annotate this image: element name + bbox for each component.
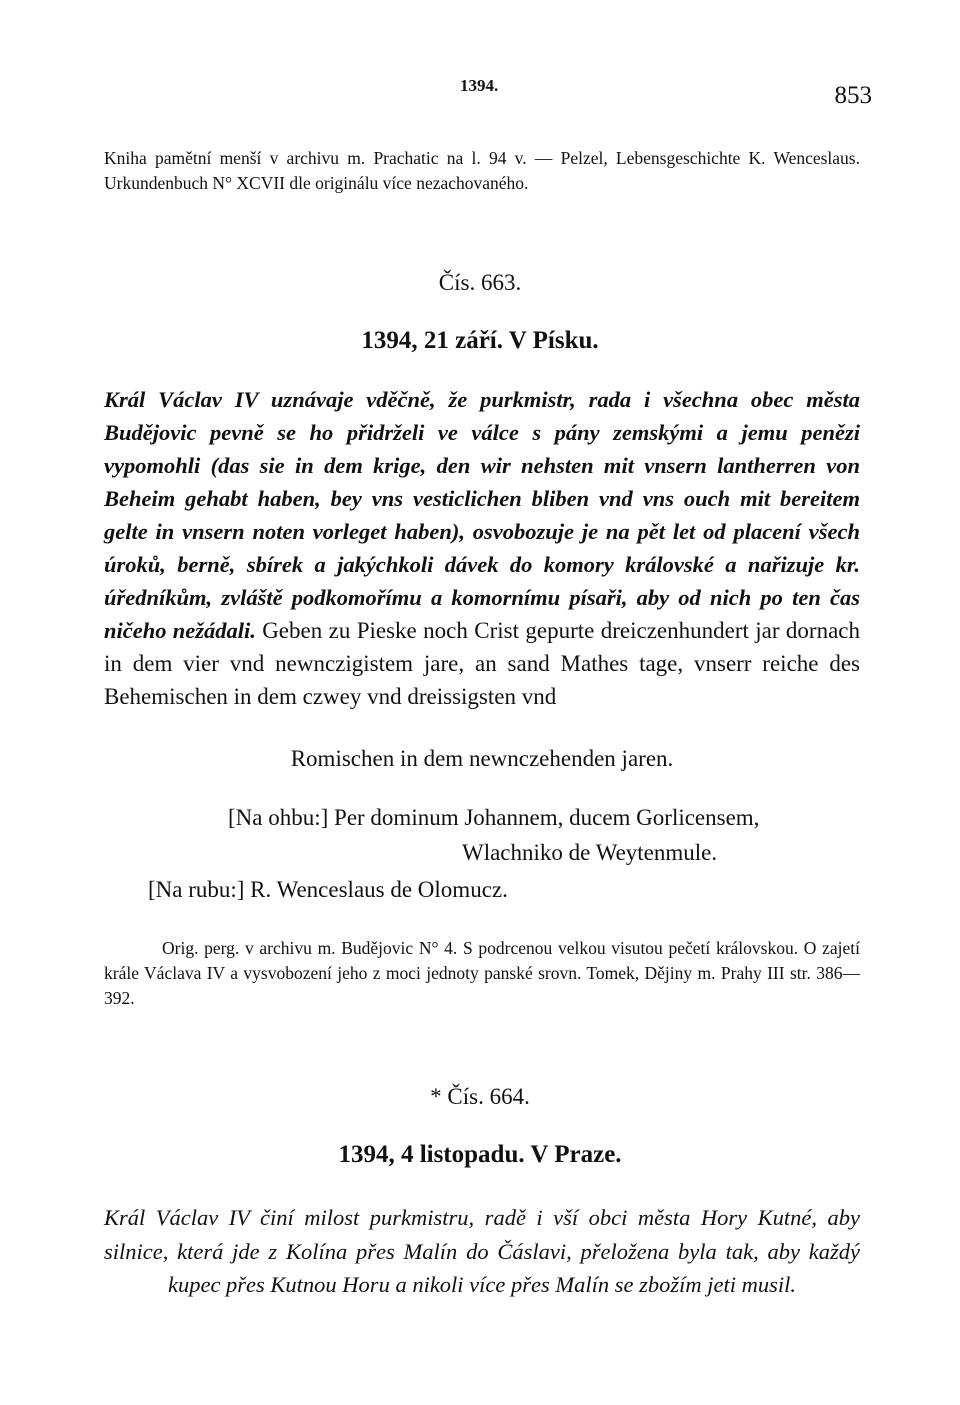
entry-text-663-last-line: Romischen in dem newnczehenden jaren. (290, 746, 674, 771)
source-note-previous: Kniha pamětní menší v archivu m. Prachatic na l. 94 v. — Pelzel, Lebensgeschichte K. Wenceslaus. Urkundenbuch N° XCVII dle originálu více nezachovaného. (104, 148, 860, 193)
entry-number-664: * Čís. 664. (430, 1084, 530, 1109)
entry-title-663: 1394, 21 září. V Písku. (361, 327, 599, 354)
fold-note-line2: Wlachniko de Weytenmule. (462, 840, 718, 865)
entry-number-663: Čís. 663. (438, 270, 522, 295)
entry-text-663: Geben zu Pieske noch Crist gepurte dreiczenhundert jar dornach in dem vier vnd newnczigistem jare, an sand Mathes tage, vnserr reiche des Behemischen in dem czwey vnd dreissigsten vnd (104, 618, 861, 709)
page-number: 853 (834, 82, 872, 109)
running-head: 1394. (460, 76, 499, 95)
entry-summary-664: Král Václav IV činí milost purkmistru, radě i vší obci města Hory Kutné, aby silnice, která jde z Kolína přes Malín do Čáslavi, přeložena byla tak, aby každý kupec přes Kutnou Horu a nikoli více přes Malín se zbožím jeti musil. (104, 1205, 860, 1297)
entry-title-664: 1394, 4 listopadu. V Praze. (338, 1141, 622, 1168)
fold-note-line1: [Na ohbu:] Per dominum Johannem, ducem Gorlicensem, (228, 805, 760, 830)
entry-summary-663: Král Václav IV uznávaje vděčně, že purkmistr, rada i všechna obec města Budějovic pevně se ho přidrželi ve válce s pány zemskými a jemu penězi vypomohli (das sie in dem krige, den wir nehsten mit vnsern lantherren von Beheim gehabt haben, bey vns vesticlichen bliben vnd vns ouch mit bereitem gelte in vnsern noten vorleget haben), osvobozuje je na pět let od placení všech úroků, berně, sbírek a jakýchkoli dávek do komory královské a nařizuje kr. úředníkům, zvláště podkomořímu a komornímu písaři, aby od nich po ten čas ničeho nežádali. (104, 387, 860, 643)
back-note: [Na rubu:] R. Wenceslaus de Olomucz. (148, 877, 508, 902)
source-note-663: Orig. perg. v archivu m. Budějovic N° 4. S podrcenou velkou visutou pečetí královskou. O zajetí krále Václava IV a vysvobození jeho z moci jednoty panské srovn. Tomek, Dějiny m. Prahy III str. 386—392. (104, 938, 860, 1008)
entry-body-663 (104, 383, 860, 713)
